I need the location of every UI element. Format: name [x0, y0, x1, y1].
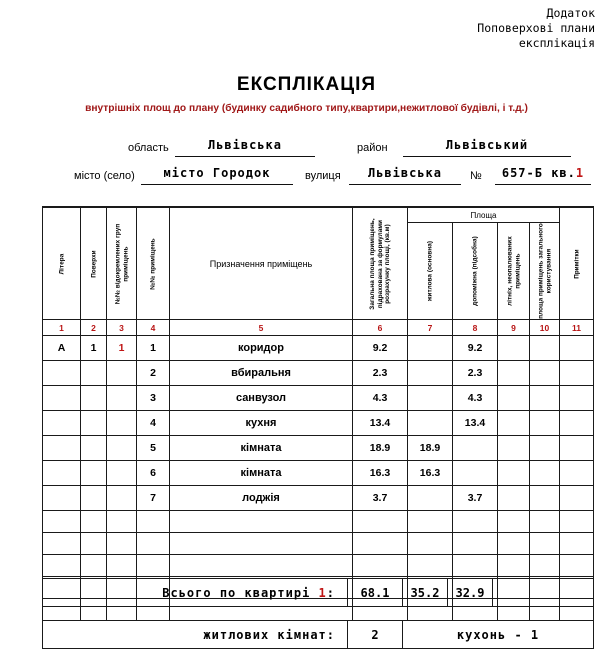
cell-group — [107, 461, 137, 486]
table-row-empty — [43, 533, 594, 555]
cell-total-area: 3.7 — [353, 486, 408, 511]
column-number-1: 1 — [43, 320, 81, 336]
cell-summer-area — [498, 386, 530, 411]
cell-living-area — [408, 411, 453, 436]
cell-empty — [81, 533, 107, 555]
address-row-region — [0, 138, 613, 160]
totals-label-pre: Всього по квартирі — [162, 585, 319, 600]
cell-common-area — [530, 411, 560, 436]
cell-empty — [530, 555, 560, 577]
cell-empty — [43, 533, 81, 555]
cell-empty — [408, 511, 453, 533]
cell-empty — [560, 511, 594, 533]
header-col-1: Літера — [43, 207, 81, 320]
header-col-3: №№ відокремлених груп приміщень — [107, 207, 137, 320]
cell-empty — [170, 555, 353, 577]
cell-name: коридор — [170, 336, 353, 361]
cell-litera — [43, 411, 81, 436]
cell-aux-area: 4.3 — [453, 386, 498, 411]
cell-summer-area — [498, 461, 530, 486]
cell-empty — [107, 533, 137, 555]
cell-litera — [43, 461, 81, 486]
cell-name: санвузол — [170, 386, 353, 411]
cell-common-area — [530, 436, 560, 461]
page-title: ЕКСПЛІКАЦІЯ — [236, 74, 377, 95]
cell-number: 6 — [137, 461, 170, 486]
column-number-6: 6 — [353, 320, 408, 336]
cell-litera — [43, 486, 81, 511]
totals-label — [43, 579, 348, 607]
cell-floor: 1 — [81, 336, 107, 361]
number-label: № — [470, 170, 482, 182]
cell-note — [560, 486, 594, 511]
table-row — [43, 336, 594, 361]
table-row-empty — [43, 511, 594, 533]
table-row — [43, 486, 594, 511]
cell-empty — [453, 511, 498, 533]
cell-living-area — [408, 336, 453, 361]
cell-floor — [81, 361, 107, 386]
cell-total-area: 18.9 — [353, 436, 408, 461]
header-col-9: літніх, неопалюваних приміщень — [498, 223, 530, 320]
cell-living-area — [408, 486, 453, 511]
cell-aux-area — [453, 436, 498, 461]
cell-empty — [498, 511, 530, 533]
totals-note — [493, 579, 594, 607]
totals-label-apartment: 1 — [318, 585, 327, 600]
cell-total-area: 9.2 — [353, 336, 408, 361]
column-number-5: 5 — [170, 320, 353, 336]
cell-living-area — [408, 386, 453, 411]
cell-total-area: 4.3 — [353, 386, 408, 411]
cell-group — [107, 361, 137, 386]
cell-note — [560, 386, 594, 411]
document-header-line-1: Додаток — [546, 6, 595, 20]
header-col-4: №№ приміщень — [137, 207, 170, 320]
cell-empty — [43, 555, 81, 577]
cell-empty — [107, 555, 137, 577]
cell-floor — [81, 386, 107, 411]
cell-floor — [81, 461, 107, 486]
cell-empty — [453, 555, 498, 577]
cell-empty — [107, 511, 137, 533]
totals-label-post: : — [326, 585, 335, 600]
column-number-9: 9 — [498, 320, 530, 336]
cell-common-area — [530, 486, 560, 511]
cell-living-area: 16.3 — [408, 461, 453, 486]
oblast-label: область — [128, 142, 169, 154]
address-row-city — [0, 166, 613, 188]
cell-name: кухня — [170, 411, 353, 436]
totals-row — [42, 578, 594, 607]
cell-name: лоджія — [170, 486, 353, 511]
cell-group — [107, 411, 137, 436]
number-value — [495, 166, 591, 185]
cell-empty — [81, 511, 107, 533]
table-row — [43, 461, 594, 486]
header-col-5: Призначення приміщень — [170, 207, 353, 320]
cell-note — [560, 336, 594, 361]
document-header-line-2: Поповерхові плани — [477, 21, 595, 35]
cell-total-area: 16.3 — [353, 461, 408, 486]
rooms-summary-row — [42, 620, 594, 649]
column-number-7: 7 — [408, 320, 453, 336]
cell-summer-area — [498, 486, 530, 511]
cell-empty — [560, 533, 594, 555]
table-row-empty — [43, 555, 594, 577]
header-col-11: Примітки — [560, 207, 594, 320]
cell-note — [560, 461, 594, 486]
cell-group: 1 — [107, 336, 137, 361]
cell-litera — [43, 361, 81, 386]
cell-litera — [43, 436, 81, 461]
cell-name: вбиральня — [170, 361, 353, 386]
cell-aux-area: 2.3 — [453, 361, 498, 386]
cell-empty — [408, 533, 453, 555]
document-header — [477, 6, 595, 51]
cell-empty — [560, 555, 594, 577]
header-col-8: допоміжна (підсобна) — [453, 223, 498, 320]
table-row — [43, 436, 594, 461]
cell-number: 7 — [137, 486, 170, 511]
cell-note — [560, 411, 594, 436]
cell-aux-area: 13.4 — [453, 411, 498, 436]
number-value-text: 657-Б кв. — [501, 166, 576, 180]
header-group-area: Площа — [408, 207, 560, 223]
cell-group — [107, 486, 137, 511]
cell-common-area — [530, 361, 560, 386]
cell-empty — [408, 555, 453, 577]
header-col-10: площа приміщень загального користування — [530, 223, 560, 320]
cell-living-area: 18.9 — [408, 436, 453, 461]
cell-empty — [170, 511, 353, 533]
cell-empty — [353, 555, 408, 577]
cell-empty — [137, 533, 170, 555]
cell-floor — [81, 436, 107, 461]
rooms-label: житлових кімнат: — [43, 621, 348, 649]
oblast-value: Львівська — [175, 138, 315, 157]
cell-aux-area — [453, 461, 498, 486]
cell-number: 5 — [137, 436, 170, 461]
cell-litera — [43, 386, 81, 411]
raion-value: Львівський — [403, 138, 571, 157]
number-value-apartment: 1 — [575, 166, 585, 180]
cell-aux-area: 3.7 — [453, 486, 498, 511]
cell-total-area: 13.4 — [353, 411, 408, 436]
cell-number: 1 — [137, 336, 170, 361]
street-value: Львівська — [349, 166, 461, 185]
cell-floor — [81, 411, 107, 436]
totals-living-area: 35.2 — [403, 579, 448, 607]
cell-number: 3 — [137, 386, 170, 411]
cell-empty — [353, 533, 408, 555]
cell-empty — [498, 533, 530, 555]
cell-empty — [81, 555, 107, 577]
cell-number: 2 — [137, 361, 170, 386]
cell-note — [560, 361, 594, 386]
rooms-count: 2 — [348, 621, 403, 649]
column-number-10: 10 — [530, 320, 560, 336]
table-row — [43, 386, 594, 411]
header-col-7: житлова (основна) — [408, 223, 453, 320]
document-header-line-3: експлікація — [518, 36, 595, 50]
cell-common-area — [530, 461, 560, 486]
cell-note — [560, 436, 594, 461]
cell-litera: А — [43, 336, 81, 361]
street-label: вулиця — [305, 170, 341, 182]
cell-empty — [498, 555, 530, 577]
table-row — [43, 411, 594, 436]
raion-label: район — [357, 142, 388, 154]
cell-total-area: 2.3 — [353, 361, 408, 386]
column-number-2: 2 — [81, 320, 107, 336]
cell-number: 4 — [137, 411, 170, 436]
header-col-6: Загальна площа приміщень, підрахована за формулами розрахунку площі, (кв.м) — [353, 207, 408, 320]
column-number-3: 3 — [107, 320, 137, 336]
cell-empty — [43, 511, 81, 533]
column-number-8: 8 — [453, 320, 498, 336]
cell-living-area — [408, 361, 453, 386]
cell-summer-area — [498, 436, 530, 461]
cell-empty — [353, 511, 408, 533]
column-number-11: 11 — [560, 320, 594, 336]
cell-summer-area — [498, 336, 530, 361]
cell-empty — [530, 533, 560, 555]
cell-common-area — [530, 336, 560, 361]
cell-empty — [137, 555, 170, 577]
city-label: місто (село) — [74, 170, 135, 182]
page-subtitle: внутрішніх площ до плану (будинку садибного типу,квартири,нежитлової будівлі, і т.д.) — [85, 103, 528, 114]
cell-group — [107, 436, 137, 461]
column-number-4: 4 — [137, 320, 170, 336]
explication-table — [42, 206, 594, 621]
cell-common-area — [530, 386, 560, 411]
cell-aux-area: 9.2 — [453, 336, 498, 361]
cell-group — [107, 386, 137, 411]
cell-floor — [81, 486, 107, 511]
cell-empty — [530, 511, 560, 533]
cell-empty — [137, 511, 170, 533]
kitchens-count: кухонь - 1 — [403, 621, 594, 649]
cell-name: кімната — [170, 461, 353, 486]
cell-empty — [170, 533, 353, 555]
cell-summer-area — [498, 361, 530, 386]
cell-name: кімната — [170, 436, 353, 461]
table-row — [43, 361, 594, 386]
totals-aux-area: 32.9 — [448, 579, 493, 607]
totals-total-area: 68.1 — [348, 579, 403, 607]
city-value: місто Городок — [141, 166, 293, 185]
cell-summer-area — [498, 411, 530, 436]
cell-empty — [453, 533, 498, 555]
header-col-2: Поверхи — [81, 207, 107, 320]
